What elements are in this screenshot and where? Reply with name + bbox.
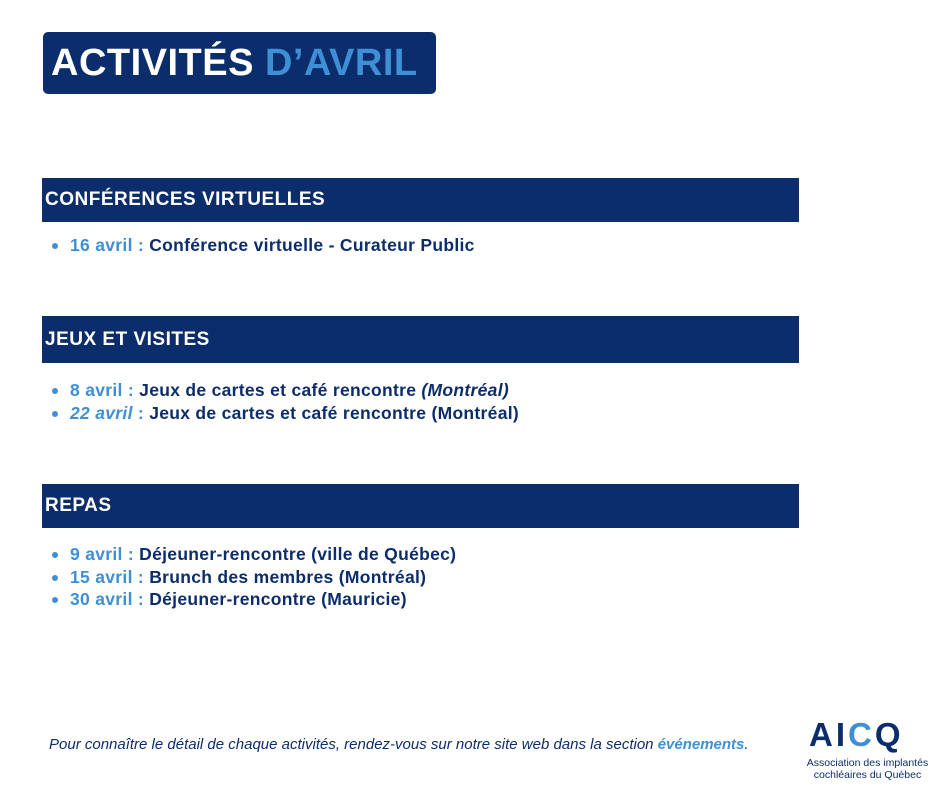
section-header-conferences	[42, 178, 799, 222]
event-title: Conférence virtuelle - Curateur Public	[149, 235, 475, 255]
list-item	[52, 402, 519, 425]
event-date: 22 avril	[70, 402, 133, 423]
logo-mark	[809, 716, 904, 754]
bullet-icon	[52, 597, 58, 603]
aicq-logo	[800, 716, 935, 784]
event-title: Déjeuner-rencontre (ville de Québec)	[139, 544, 457, 564]
title-word-avril: D’AVRIL	[264, 41, 418, 84]
jeux-list	[52, 379, 519, 424]
bullet-icon	[52, 243, 58, 249]
list-item	[52, 588, 456, 611]
bullet-icon	[52, 575, 58, 581]
event-title: Jeux de cartes et café rencontre (Montréal)	[149, 402, 520, 423]
event-date: 30 avril	[70, 589, 133, 609]
date-separator: :	[132, 589, 150, 609]
event-date: 16 avril	[70, 235, 133, 255]
date-separator: :	[132, 235, 150, 255]
list-item	[52, 566, 456, 589]
section-header-repas	[42, 484, 799, 528]
logo-caption	[800, 757, 935, 781]
logo-line-2: cochléaires du Québec	[813, 769, 922, 781]
conferences-list	[52, 234, 475, 257]
date-separator: :	[132, 566, 150, 587]
event-title: Jeux de cartes et café rencontre	[139, 380, 422, 400]
date-separator: :	[132, 402, 150, 423]
date-separator: :	[122, 544, 140, 564]
logo-line-1: Association des implantés	[806, 757, 929, 769]
list-item	[52, 234, 475, 257]
event-date: 9 avril	[70, 544, 123, 564]
section-header-jeux	[42, 316, 799, 363]
section-title: CONFÉRENCES VIRTUELLES	[45, 189, 326, 210]
event-date: 15 avril	[70, 566, 133, 587]
page-title	[43, 32, 436, 94]
title-word-activites: ACTIVITÉS	[51, 41, 254, 84]
logo-letter-c: C	[848, 716, 875, 753]
section-title: JEUX ET VISITES	[45, 328, 210, 350]
bullet-icon	[52, 552, 58, 558]
event-title: Brunch des membres (Montréal)	[149, 566, 427, 587]
list-item	[52, 379, 519, 402]
event-date: 8 avril	[70, 380, 123, 400]
event-location: (Montréal)	[421, 380, 509, 400]
event-title: Déjeuner-rencontre (Mauricie)	[149, 589, 407, 609]
list-item	[52, 543, 456, 566]
date-separator: :	[122, 380, 140, 400]
bullet-icon	[52, 388, 58, 394]
logo-letters-ai: AI	[809, 716, 848, 753]
events-link[interactable]: événements	[657, 736, 745, 753]
footer-text: Pour connaître le détail de chaque activités, rendez-vous sur notre site web dans la section	[49, 736, 658, 753]
bullet-icon	[52, 411, 58, 417]
footer-end: .	[744, 736, 749, 753]
logo-letter-q: Q	[874, 716, 904, 753]
footer-note	[49, 736, 749, 755]
section-title: REPAS	[45, 495, 112, 516]
repas-list	[52, 543, 456, 611]
